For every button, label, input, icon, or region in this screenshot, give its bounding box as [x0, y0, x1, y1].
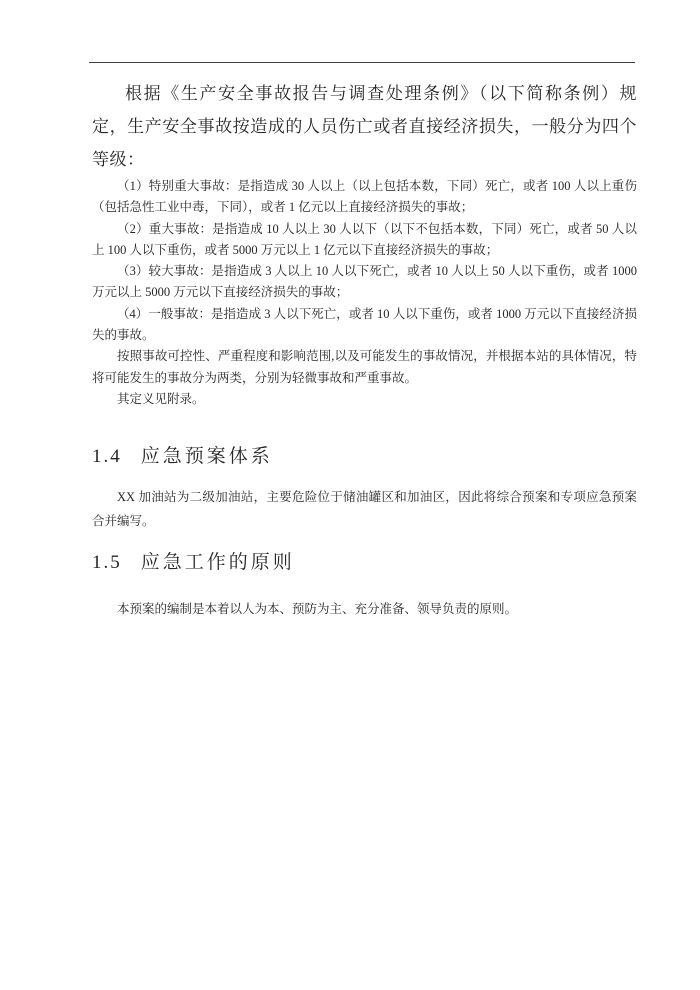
section-number-1-4: 1.4 [92, 446, 122, 468]
grade-item-1: （1）特别重大事故：是指造成 30 人以上（以上包括本数，下同）死亡，或者 100 人以上重伤（包括急性工业中毒，下同），或者 1 亿元以上直接经济损失的事故； [92, 179, 637, 215]
intro-paragraph: 根据《生产安全事故报告与调查处理条例》（以下简称条例）规定，生产安全事故按造成的人员伤亡或者直接经济损失，一般分为四个等级： [92, 84, 637, 169]
document-content [92, 0, 637, 621]
classification-paragraph: 按照事故可控性、严重程度和影响范围,以及可能发生的事故情况，并根据本站的具体情况，特将可能发生的事故分为两类，分别为轻微事故和严重事故。 [92, 349, 637, 385]
section-heading-1-4 [92, 444, 637, 470]
section-number-1-5: 1.5 [92, 552, 122, 574]
grade-item-3: （3）较大事故：是指造成 3 人以上 10 人以下死亡，或者 10 人以上 50 人以下重伤，或者 1000 万元以上 5000 万元以下直接经济损失的事故； [92, 264, 637, 300]
grade-item-2: （2）重大事故：是指造成 10 人以上 30 人以下（以下不包括本数，下同）死亡，或者 50 人以上 100 人以下重伤，或者 5000 万元以上 1 亿元以下直接经济损失的事故； [92, 221, 637, 257]
accident-grade-list [92, 176, 637, 410]
section-title-1-4: 应急预案体系 [140, 446, 273, 468]
appendix-note: 其定义见附录。 [117, 391, 205, 406]
section-title-1-5: 应急工作的原则 [140, 552, 295, 574]
section-1-5-paragraph: 本预案的编制是本着以人为本、预防为主、充分准备、领导负责的原则。 [117, 602, 518, 617]
section-heading-1-5 [92, 550, 637, 576]
section-1-4-paragraph: XX 加油站为二级加油站，主要危险位于储油罐区和加油区，因此将综合预案和专项应急预案合并编写。 [92, 490, 637, 529]
grade-item-4: （4）一般事故：是指造成 3 人以下死亡，或者 10 人以下重伤，或者 1000 万元以下直接经济损失的事故。 [92, 306, 637, 343]
